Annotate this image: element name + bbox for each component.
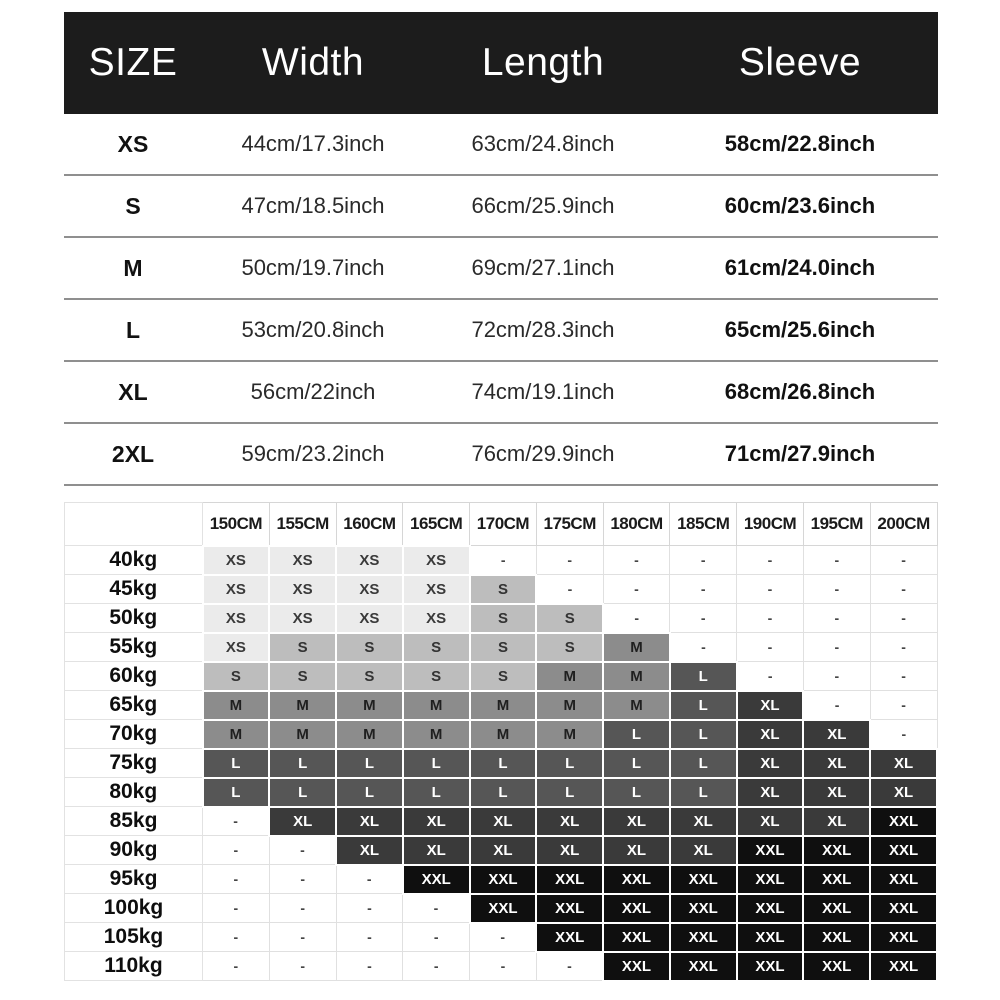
matrix-cell-size: XXL (603, 952, 670, 981)
matrix-row (65, 923, 938, 952)
matrix-cell-empty: - (603, 546, 670, 575)
matrix-cell-size: S (403, 662, 470, 691)
size-cell-sleeve: 65cm/25.6inch (724, 317, 876, 342)
matrix-cell-size: XXL (870, 807, 937, 836)
size-cell-width: 59cm/23.2inch (241, 441, 385, 466)
matrix-cell-empty: - (737, 575, 804, 604)
matrix-cell-size: XXL (670, 894, 737, 923)
matrix-cell-size: S (269, 633, 336, 662)
matrix-row (65, 633, 938, 662)
matrix-cell-size: S (336, 662, 403, 691)
size-cell-width: 53cm/20.8inch (241, 317, 385, 342)
matrix-cell-size: S (470, 575, 537, 604)
matrix-cell-size: L (536, 778, 603, 807)
matrix-cell-size: XL (737, 778, 804, 807)
matrix-cell-size: XXL (803, 894, 870, 923)
matrix-cell-size: M (603, 633, 670, 662)
matrix-row (65, 662, 938, 691)
matrix-cell-empty: - (603, 575, 670, 604)
size-cell-length: 66cm/25.9inch (471, 193, 615, 218)
size-cell-sleeve: 71cm/27.9inch (724, 441, 876, 466)
size-cell-size: L (125, 316, 141, 343)
matrix-cell-size: XXL (536, 865, 603, 894)
matrix-cell-size: L (203, 749, 270, 778)
matrix-cell-size: L (670, 662, 737, 691)
measurement-table (64, 12, 938, 486)
matrix-cell-size: S (536, 604, 603, 633)
matrix-cell-size: XL (737, 749, 804, 778)
matrix-row (65, 691, 938, 720)
matrix-row (65, 604, 938, 633)
matrix-cell-size: S (536, 633, 603, 662)
matrix-cell-empty: - (269, 923, 336, 952)
matrix-cell-size: XL (737, 691, 804, 720)
matrix-cell-size: XS (203, 633, 270, 662)
matrix-cell-empty: - (336, 923, 403, 952)
column-header-size: SIZE (88, 41, 178, 84)
matrix-cell-size: L (403, 749, 470, 778)
matrix-cell-size: M (269, 720, 336, 749)
matrix-cell-empty: - (870, 633, 937, 662)
matrix-cell-size: M (470, 691, 537, 720)
matrix-height-header: 175CM (536, 503, 603, 546)
matrix-cell-size: XXL (536, 894, 603, 923)
matrix-weight-label: 85kg (65, 807, 203, 836)
matrix-cell-size: L (536, 749, 603, 778)
matrix-cell-empty: - (603, 604, 670, 633)
matrix-cell-size: XL (870, 749, 937, 778)
matrix-cell-size: XS (203, 604, 270, 633)
matrix-cell-size: XXL (403, 865, 470, 894)
matrix-cell-size: S (470, 662, 537, 691)
matrix-cell-size: XL (737, 807, 804, 836)
matrix-cell-size: M (536, 662, 603, 691)
matrix-weight-label: 70kg (65, 720, 203, 749)
size-cell-sleeve: 68cm/26.8inch (724, 379, 876, 404)
matrix-cell-size: S (203, 662, 270, 691)
matrix-cell-size: L (603, 778, 670, 807)
matrix-cell-size: M (336, 720, 403, 749)
matrix-cell-empty: - (203, 952, 270, 981)
matrix-cell-size: XXL (737, 923, 804, 952)
matrix-weight-label: 110kg (65, 952, 203, 981)
matrix-cell-size: XS (269, 546, 336, 575)
matrix-cell-size: XL (536, 807, 603, 836)
matrix-cell-size: XL (603, 807, 670, 836)
matrix-cell-empty: - (870, 720, 937, 749)
matrix-cell-size: M (470, 720, 537, 749)
matrix-weight-label: 95kg (65, 865, 203, 894)
matrix-cell-size: XS (203, 575, 270, 604)
matrix-cell-size: XL (336, 807, 403, 836)
size-cell-length: 63cm/24.8inch (471, 131, 615, 156)
matrix-cell-size: L (269, 749, 336, 778)
matrix-cell-size: L (603, 720, 670, 749)
matrix-row (65, 894, 938, 923)
matrix-cell-size: L (603, 749, 670, 778)
matrix-cell-empty: - (536, 575, 603, 604)
matrix-cell-empty: - (470, 952, 537, 981)
matrix-cell-empty: - (870, 575, 937, 604)
matrix-height-header: 170CM (470, 503, 537, 546)
matrix-cell-size: S (336, 633, 403, 662)
size-row (64, 424, 938, 486)
matrix-cell-size: XXL (870, 865, 937, 894)
matrix-cell-size: XXL (803, 952, 870, 981)
matrix-cell-size: XS (269, 604, 336, 633)
matrix-height-header: 195CM (803, 503, 870, 546)
matrix-cell-empty: - (737, 546, 804, 575)
size-cell-sleeve: 61cm/24.0inch (724, 255, 876, 280)
matrix-cell-empty: - (870, 691, 937, 720)
matrix-cell-empty: - (336, 894, 403, 923)
matrix-cell-size: XL (470, 836, 537, 865)
matrix-cell-size: M (403, 720, 470, 749)
size-cell-size: M (123, 254, 143, 281)
matrix-cell-size: L (670, 720, 737, 749)
matrix-cell-empty: - (803, 691, 870, 720)
size-cell-size: XS (117, 130, 149, 157)
matrix-cell-size: XXL (603, 894, 670, 923)
column-header-width: Width (261, 41, 365, 84)
matrix-cell-size: XXL (670, 952, 737, 981)
matrix-height-header: 185CM (670, 503, 737, 546)
fit-matrix-table (64, 502, 938, 982)
matrix-cell-size: XS (403, 604, 470, 633)
matrix-cell-empty: - (670, 575, 737, 604)
matrix-cell-size: XL (803, 749, 870, 778)
matrix-cell-size: L (403, 778, 470, 807)
matrix-height-header: 190CM (737, 503, 804, 546)
matrix-height-header: 155CM (269, 503, 336, 546)
matrix-cell-size: XXL (470, 865, 537, 894)
matrix-cell-size: M (603, 662, 670, 691)
matrix-cell-size: L (269, 778, 336, 807)
matrix-weight-label: 45kg (65, 575, 203, 604)
matrix-row (65, 778, 938, 807)
matrix-cell-empty: - (536, 546, 603, 575)
matrix-row (65, 952, 938, 981)
matrix-cell-empty: - (803, 575, 870, 604)
matrix-cell-size: L (470, 749, 537, 778)
matrix-weight-label: 75kg (65, 749, 203, 778)
matrix-cell-size: XXL (670, 865, 737, 894)
matrix-cell-size: XXL (737, 894, 804, 923)
matrix-cell-size: S (269, 662, 336, 691)
matrix-cell-size: XS (336, 546, 403, 575)
matrix-row (65, 720, 938, 749)
matrix-cell-empty: - (870, 662, 937, 691)
matrix-row (65, 836, 938, 865)
size-cell-sleeve: 60cm/23.6inch (724, 193, 876, 218)
matrix-cell-empty: - (203, 865, 270, 894)
matrix-cell-size: XL (403, 836, 470, 865)
matrix-cell-empty: - (803, 546, 870, 575)
matrix-cell-size: XL (603, 836, 670, 865)
matrix-row (65, 749, 938, 778)
matrix-cell-size: XL (670, 807, 737, 836)
matrix-cell-size: L (470, 778, 537, 807)
matrix-cell-size: L (336, 778, 403, 807)
matrix-cell-size: M (336, 691, 403, 720)
matrix-cell-empty: - (870, 546, 937, 575)
matrix-cell-size: M (269, 691, 336, 720)
matrix-height-header: 200CM (870, 503, 937, 546)
matrix-cell-size: XXL (870, 952, 937, 981)
matrix-cell-size: XL (470, 807, 537, 836)
matrix-height-header: 180CM (603, 503, 670, 546)
matrix-cell-empty: - (203, 894, 270, 923)
matrix-cell-empty: - (737, 604, 804, 633)
matrix-cell-size: XXL (803, 836, 870, 865)
matrix-cell-size: XXL (603, 865, 670, 894)
size-row (64, 114, 938, 176)
matrix-cell-empty: - (470, 546, 537, 575)
matrix-cell-empty: - (470, 923, 537, 952)
matrix-weight-label: 40kg (65, 546, 203, 575)
matrix-cell-empty: - (737, 633, 804, 662)
matrix-cell-size: XL (670, 836, 737, 865)
matrix-weight-label: 100kg (65, 894, 203, 923)
size-cell-length: 72cm/28.3inch (471, 317, 615, 342)
matrix-cell-empty: - (203, 807, 270, 836)
size-row (64, 238, 938, 300)
size-cell-width: 56cm/22inch (250, 379, 376, 404)
matrix-cell-size: XS (269, 575, 336, 604)
column-header-sleeve: Sleeve (738, 41, 862, 84)
matrix-height-header: 150CM (203, 503, 270, 546)
column-header-length: Length (481, 41, 605, 84)
matrix-cell-size: XL (403, 807, 470, 836)
matrix-weight-label: 55kg (65, 633, 203, 662)
size-cell-width: 47cm/18.5inch (241, 193, 385, 218)
size-row (64, 176, 938, 238)
matrix-cell-empty: - (803, 662, 870, 691)
matrix-cell-empty: - (403, 952, 470, 981)
matrix-height-header: 160CM (336, 503, 403, 546)
matrix-cell-size: L (203, 778, 270, 807)
matrix-cell-size: M (403, 691, 470, 720)
matrix-weight-label: 90kg (65, 836, 203, 865)
size-cell-length: 76cm/29.9inch (471, 441, 615, 466)
matrix-cell-size: M (203, 691, 270, 720)
matrix-cell-size: XL (269, 807, 336, 836)
size-cell-width: 50cm/19.7inch (241, 255, 385, 280)
matrix-cell-empty: - (203, 923, 270, 952)
matrix-cell-empty: - (269, 865, 336, 894)
matrix-row (65, 546, 938, 575)
size-cell-size: XL (118, 378, 148, 405)
matrix-cell-size: S (470, 633, 537, 662)
size-row (64, 362, 938, 424)
matrix-cell-empty: - (670, 546, 737, 575)
matrix-cell-size: XXL (470, 894, 537, 923)
matrix-cell-size: XXL (737, 836, 804, 865)
matrix-cell-size: XXL (670, 923, 737, 952)
size-cell-width: 44cm/17.3inch (241, 131, 385, 156)
measurement-table-header (64, 12, 938, 114)
matrix-cell-size: XS (403, 575, 470, 604)
matrix-cell-size: XL (336, 836, 403, 865)
matrix-weight-label: 80kg (65, 778, 203, 807)
matrix-cell-empty: - (336, 865, 403, 894)
matrix-cell-empty: - (870, 604, 937, 633)
size-cell-sleeve: 58cm/22.8inch (724, 131, 876, 156)
matrix-corner-cell (65, 503, 203, 546)
matrix-cell-size: XS (336, 604, 403, 633)
matrix-cell-size: XL (536, 836, 603, 865)
matrix-weight-label: 105kg (65, 923, 203, 952)
matrix-cell-empty: - (803, 604, 870, 633)
matrix-weight-label: 50kg (65, 604, 203, 633)
matrix-cell-size: M (603, 691, 670, 720)
matrix-cell-empty: - (737, 662, 804, 691)
matrix-cell-size: XXL (870, 894, 937, 923)
matrix-cell-size: XXL (803, 923, 870, 952)
matrix-cell-empty: - (269, 952, 336, 981)
matrix-cell-size: XL (803, 720, 870, 749)
matrix-cell-empty: - (403, 923, 470, 952)
matrix-cell-size: XXL (870, 923, 937, 952)
matrix-cell-size: XS (336, 575, 403, 604)
size-cell-size: S (125, 192, 141, 219)
matrix-cell-size: XL (803, 778, 870, 807)
matrix-cell-empty: - (403, 894, 470, 923)
matrix-cell-empty: - (670, 633, 737, 662)
matrix-row (65, 807, 938, 836)
matrix-weight-label: 65kg (65, 691, 203, 720)
matrix-cell-size: M (203, 720, 270, 749)
matrix-cell-size: S (403, 633, 470, 662)
matrix-row (65, 865, 938, 894)
matrix-cell-size: S (470, 604, 537, 633)
matrix-cell-size: XL (737, 720, 804, 749)
fit-matrix (64, 502, 938, 982)
matrix-weight-label: 60kg (65, 662, 203, 691)
matrix-cell-size: L (670, 691, 737, 720)
matrix-cell-size: XXL (737, 952, 804, 981)
matrix-cell-size: L (670, 778, 737, 807)
matrix-cell-size: XS (403, 546, 470, 575)
matrix-cell-size: M (536, 720, 603, 749)
matrix-row (65, 575, 938, 604)
matrix-cell-size: XS (203, 546, 270, 575)
matrix-cell-empty: - (269, 836, 336, 865)
matrix-cell-empty: - (269, 894, 336, 923)
size-cell-length: 74cm/19.1inch (471, 379, 615, 404)
matrix-cell-size: XXL (603, 923, 670, 952)
size-cell-length: 69cm/27.1inch (471, 255, 615, 280)
size-cell-size: 2XL (111, 440, 155, 467)
matrix-cell-size: L (336, 749, 403, 778)
size-row (64, 300, 938, 362)
matrix-cell-empty: - (536, 952, 603, 981)
matrix-cell-size: XXL (870, 836, 937, 865)
matrix-cell-empty: - (203, 836, 270, 865)
matrix-cell-size: XL (870, 778, 937, 807)
size-table-rows (64, 114, 938, 486)
matrix-cell-size: XXL (803, 865, 870, 894)
matrix-cell-size: M (536, 691, 603, 720)
matrix-cell-size: L (670, 749, 737, 778)
matrix-cell-size: XXL (536, 923, 603, 952)
matrix-cell-empty: - (803, 633, 870, 662)
matrix-cell-empty: - (336, 952, 403, 981)
matrix-cell-size: XXL (737, 865, 804, 894)
matrix-height-header: 165CM (403, 503, 470, 546)
matrix-cell-empty: - (670, 604, 737, 633)
matrix-cell-size: XL (803, 807, 870, 836)
